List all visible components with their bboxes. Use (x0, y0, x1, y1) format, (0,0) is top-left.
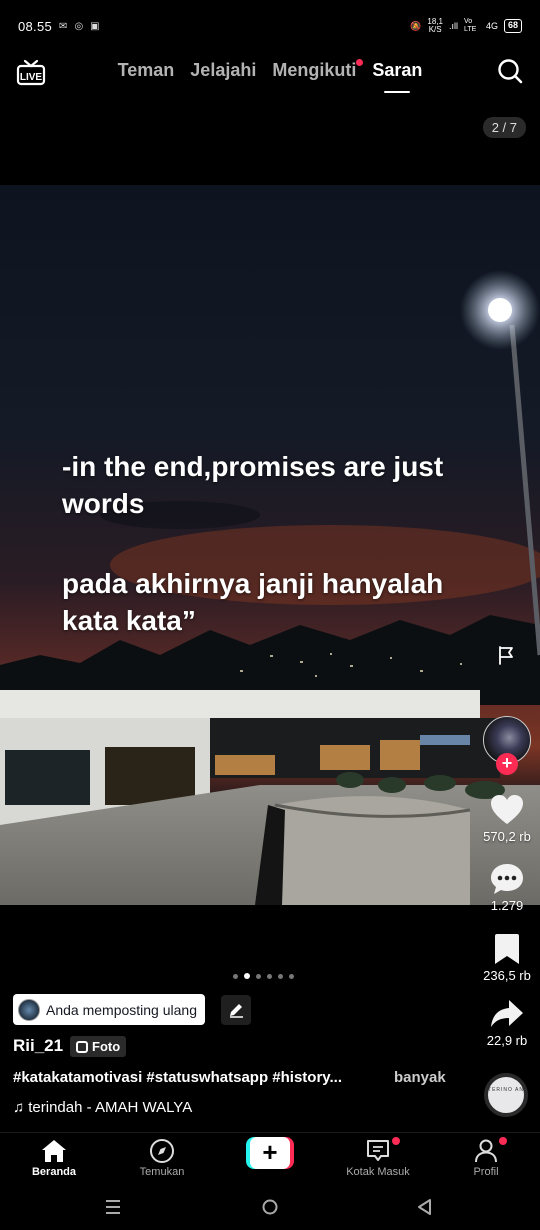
system-nav-bar (0, 1186, 540, 1230)
home-system-button[interactable] (260, 1198, 280, 1221)
nav-kotak-masuk-label: Kotak Masuk (346, 1166, 410, 1178)
nav-beranda-label: Beranda (31, 1166, 77, 1178)
night-scene-image (0, 185, 540, 905)
post-hashtags[interactable]: #katakatamotivasi #statuswhatsapp #history... (13, 1069, 343, 1086)
whatsapp-icon: ◎ (74, 20, 84, 32)
status-bar (0, 0, 540, 52)
search-icon[interactable] (496, 57, 524, 85)
tab-saran[interactable]: Saran (372, 60, 423, 80)
caption-indonesian: pada akhirnya janji hanyalah kata kata” (62, 568, 444, 636)
photo-type-badge (70, 1036, 126, 1057)
music-info[interactable] (13, 1099, 213, 1116)
save-button[interactable] (478, 932, 536, 983)
status-time: 08.55 (18, 18, 53, 34)
tab-teman[interactable]: Teman (117, 60, 175, 80)
page-dot-active (244, 973, 250, 979)
page-dot (256, 974, 261, 979)
network-speed-value: 18,1 (427, 17, 443, 26)
profile-icon (472, 1138, 500, 1164)
nav-beranda[interactable] (14, 1138, 94, 1178)
feed-tabs (0, 60, 540, 81)
plus-icon: + (250, 1137, 290, 1169)
email-icon: ✉ (59, 20, 68, 32)
music-disc[interactable] (484, 1073, 528, 1117)
app-notification-icon: ▣ (90, 20, 100, 32)
back-system-button[interactable] (415, 1198, 435, 1221)
tab-mengikuti[interactable] (272, 60, 356, 81)
share-count: 22,9 rb (486, 1033, 528, 1048)
photo-badge-label: Foto (92, 1039, 121, 1054)
music-disc-text: TERINO AN (488, 1087, 524, 1093)
profile-notification-dot (499, 1137, 507, 1145)
inbox-notification-dot (392, 1137, 400, 1145)
creator-username[interactable]: Rii_21 (13, 1036, 64, 1055)
comment-button[interactable] (478, 862, 536, 913)
svg-text:LIVE: LIVE (19, 72, 43, 83)
tab-mengikuti-label: Mengikuti (272, 60, 357, 80)
comment-count: 1.279 (490, 898, 524, 913)
network-speed (427, 18, 443, 34)
see-more-link[interactable]: banyak (394, 1069, 446, 1086)
back-triangle-icon (415, 1198, 435, 1216)
compass-icon (148, 1138, 176, 1164)
home-icon (40, 1138, 68, 1164)
nav-profil-label: Profil (473, 1166, 499, 1178)
recent-apps-button[interactable] (103, 1198, 123, 1221)
comment-icon (489, 862, 525, 896)
repost-avatar (18, 999, 40, 1021)
photo-icon (76, 1041, 88, 1053)
report-flag-icon[interactable] (495, 644, 517, 666)
edit-repost-button[interactable] (221, 995, 251, 1025)
photo-pagination (233, 973, 294, 979)
page-dot (289, 974, 294, 979)
save-count: 236,5 rb (483, 968, 531, 983)
circle-icon (260, 1198, 280, 1216)
mute-bell-icon: 🔕 (410, 20, 422, 31)
menu-lines-icon (103, 1198, 123, 1216)
inbox-icon (364, 1138, 392, 1164)
creator-avatar[interactable] (483, 716, 531, 773)
share-arrow-icon (489, 997, 525, 1031)
photo-page-counter: 2 / 7 (483, 117, 526, 138)
notification-dot (356, 59, 363, 66)
tab-jelajahi[interactable]: Jelajahi (190, 60, 257, 80)
caption-english: -in the end,promises are just words (62, 451, 444, 519)
repost-banner[interactable] (13, 994, 205, 1025)
nav-temukan-label: Temukan (139, 1166, 185, 1178)
like-count: 570,2 rb (483, 829, 531, 844)
bookmark-icon (489, 932, 525, 966)
share-button[interactable] (478, 997, 536, 1048)
post-photo[interactable] (0, 185, 540, 905)
heart-icon (489, 793, 525, 827)
create-post-button[interactable] (246, 1137, 294, 1169)
network-type: 4G (485, 21, 498, 31)
nav-kotak-masuk[interactable] (338, 1138, 418, 1178)
pencil-icon (228, 1002, 244, 1018)
nav-temukan[interactable] (122, 1138, 202, 1178)
nav-profil[interactable] (446, 1138, 526, 1178)
page-dot (278, 974, 283, 979)
music-note-icon: ♫ (13, 1099, 25, 1116)
page-dot (233, 974, 238, 979)
signal-icon: .ıll (448, 21, 458, 31)
follow-button[interactable]: + (496, 753, 518, 775)
repost-label: Anda memposting ulang (46, 1001, 197, 1018)
volte-label: Vo LTE (463, 18, 477, 33)
top-nav (0, 52, 540, 96)
like-button[interactable] (478, 793, 536, 844)
page-dot (267, 974, 272, 979)
battery-indicator: 68 (504, 19, 522, 33)
network-speed-unit: K/S (428, 25, 442, 34)
music-title: terindah - AMAH WALYA (28, 1099, 193, 1116)
